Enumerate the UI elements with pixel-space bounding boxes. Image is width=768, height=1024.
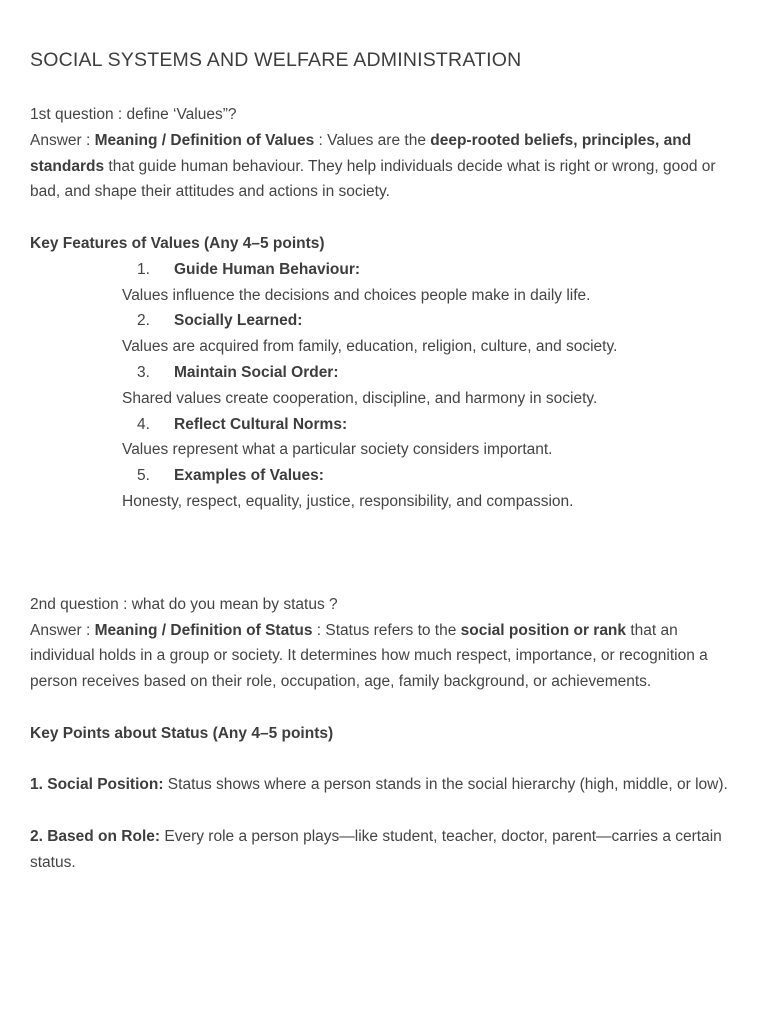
list-item: 3. Maintain Social Order: (137, 363, 339, 381)
answer-definition-label: Meaning / Definition of Values (94, 131, 315, 149)
points-heading: Key Points about Status (Any 4–5 points) (30, 724, 334, 742)
answer-2 (30, 618, 738, 695)
list-item: 5. Examples of Values: (137, 467, 324, 485)
question-1: 1st question : define ‘Values”? (30, 106, 237, 123)
status-point: 1. Social Position: Status shows where a person stands in the social hierarchy (high, middle, or low). (30, 776, 728, 794)
document-title: SOCIAL SYSTEMS AND WELFARE ADMINISTRATION (30, 49, 522, 71)
features-heading: Key Features of Values (Any 4–5 points) (30, 234, 325, 252)
answer-text: : Status refers to the (312, 621, 461, 639)
list-item-description: Values represent what a particular society considers important. (122, 441, 553, 459)
list-item-description: Values are acquired from family, education, religion, culture, and society. (122, 338, 618, 356)
list-item-description: Values influence the decisions and choices people make in daily life. (122, 286, 591, 304)
answer-text: that an individual holds in a group or society. It determines how much respect, importance, or recognition a person receives based on their role, occupation, age, family background, or achievements. (30, 621, 708, 691)
list-item-description: Honesty, respect, equality, justice, responsibility, and compassion. (122, 492, 574, 510)
list-item-description: Shared values create cooperation, discipline, and harmony in society. (122, 389, 598, 407)
answer-highlight: social position or rank (460, 621, 627, 639)
status-point: 2. Based on Role: Every role a person plays—like student, teacher, doctor, parent—carries a certain status. (30, 827, 722, 871)
answer-prefix: Answer : (30, 621, 95, 639)
answer-1 (30, 128, 738, 205)
list-item: 1. Guide Human Behaviour: (137, 260, 361, 278)
answer-prefix: Answer : (30, 131, 95, 149)
question-2: 2nd question : what do you mean by status ? (30, 595, 338, 613)
answer-text: : Values are the (314, 131, 431, 149)
answer-definition-label: Meaning / Definition of Status (94, 621, 313, 639)
list-item: 4. Reflect Cultural Norms: (137, 415, 348, 433)
answer-highlight: deep-rooted beliefs, principles, and standards (30, 131, 692, 175)
list-item: 2. Socially Learned: (137, 312, 303, 330)
answer-text: that guide human behaviour. They help individuals decide what is right or wrong, good or bad, and shape their attitudes and actions in society. (30, 157, 716, 201)
